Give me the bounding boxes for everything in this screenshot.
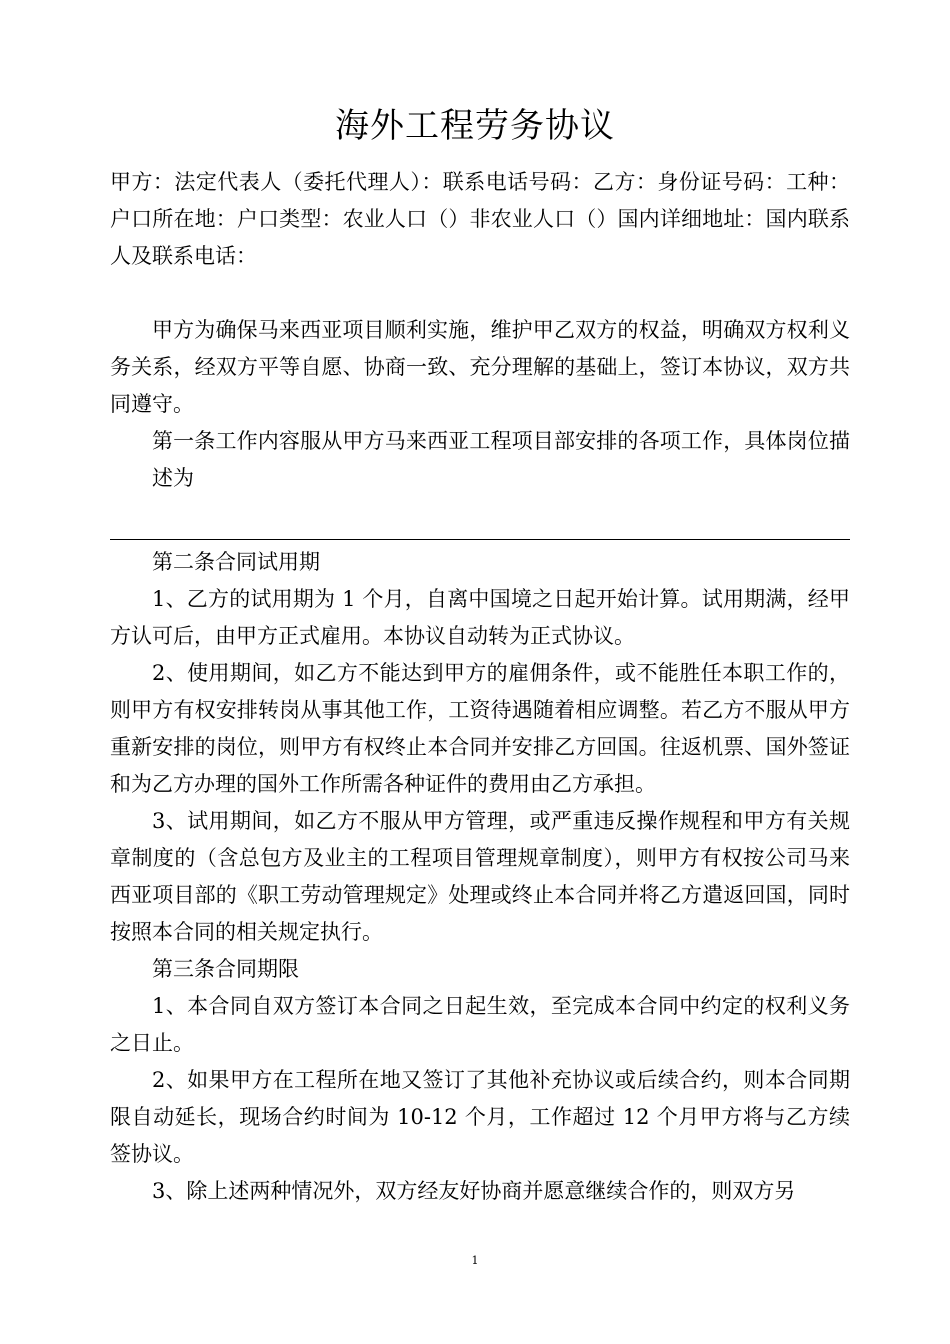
- article-3-clause-1: 1、本合同自双方签订本合同之日起生效，至完成本合同中约定的权利义务之日止。: [110, 994, 850, 1055]
- article-2-clause-1: 1、乙方的试用期为 1 个月，自离中国境之日起开始计算。试用期满，经甲方认可后，由甲方正式雇用。本协议自动转为正式协议。: [110, 587, 850, 648]
- document-title: 海外工程劳务协议: [335, 106, 615, 146]
- preamble-paragraph: 甲方为确保马来西亚项目顺利实施，维护甲乙双方的权益，明确双方权利义务关系，经双方平等自愿、协商一致、充分理解的基础上，签订本协议，双方共同遵守。: [110, 318, 850, 416]
- article-1-text: 服从甲方马来西亚工程项目部安排的各项工作，具体岗位描述为: [152, 429, 850, 490]
- parties-block: 甲方：法定代表人（委托代理人）：联系电话号码：乙方：身份证号码：工种：户口所在地：户口类型：农业人口（）非农业人口（）国内详细地址：国内联系人及联系电话：: [110, 170, 850, 268]
- article-3-clause-2: 2、如果甲方在工程所在地又签订了其他补充协议或后续合约，则本合同期限自动延长，现场合约时间为 10-12 个月，工作超过 12 个月甲方将与乙方续签协议。: [110, 1068, 850, 1166]
- blank-fill-line: [110, 497, 850, 540]
- article-2-clause-2: 2、使用期间，如乙方不能达到甲方的雇佣条件，或不能胜任本职工作的，则甲方有权安排转岗从事其他工作，工资待遇随着相应调整。若乙方不服从甲方重新安排的岗位，则甲方有权终止本合同并安排乙方回国。往返机票、国外签证和为乙方办理的国外工作所需各种证件的费用由乙方承担。: [110, 661, 850, 796]
- page-number: 1: [471, 1254, 479, 1267]
- article-1-paragraph: [110, 423, 850, 497]
- article-3-heading: 第三条合同期限: [152, 957, 299, 981]
- document-body: [110, 164, 850, 1210]
- article-2-clause-3: 3、试用期间，如乙方不服从甲方管理，或严重违反操作规程和甲方有关规章制度的（含总包方及业主的工程项目管理规章制度），则甲方有权按公司马来西亚项目部的《职工劳动管理规定》处理或终止本合同并将乙方遣返回国，同时按照本合同的相关规定执行。: [110, 809, 850, 944]
- blank-line: [110, 275, 850, 312]
- article-3-clause-3: 3、除上述两种情况外，双方经友好协商并愿意继续合作的，则双方另: [152, 1179, 796, 1203]
- article-1-heading: 第一条工作内容: [152, 429, 301, 453]
- article-2-heading: 第二条合同试用期: [152, 550, 320, 574]
